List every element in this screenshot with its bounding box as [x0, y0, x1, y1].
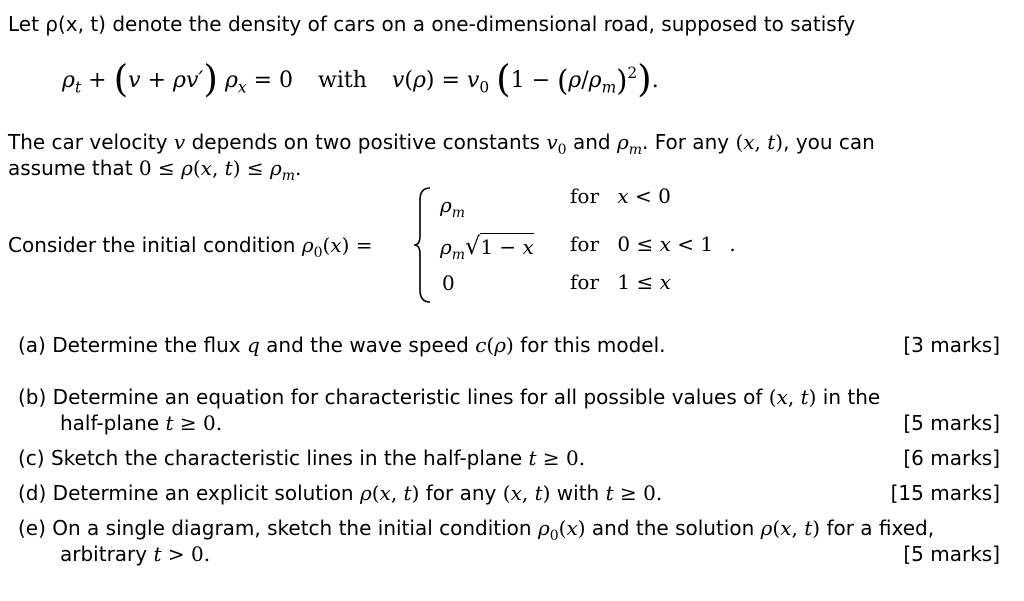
- question-c: (c) Sketch the characteristic lines in the half-plane t ≥ 0. [6 marks]: [18, 446, 1000, 470]
- marks-c: [6 marks]: [903, 446, 1000, 470]
- marks-b: [5 marks]: [903, 411, 1000, 435]
- question-e: (e) On a single diagram, sketch the initial condition $\rho_0(x)$ and the solution ρ(x, t) for a fixed,: [18, 516, 935, 544]
- marks-a: [3 marks]: [903, 333, 1000, 357]
- case3-condition: for 1 ≤ x: [570, 270, 671, 294]
- question-b-line2: half-plane t ≥ 0. [5 marks]: [60, 411, 1000, 435]
- marks-d: [15 marks]: [890, 481, 1000, 505]
- question-d: (d) Determine an explicit solution ρ(x, t) for any (x, t) with t ≥ 0. [15 marks]: [18, 481, 1000, 505]
- with-word: with: [318, 68, 367, 94]
- case3-value: 0: [442, 271, 455, 295]
- left-brace-icon: [412, 186, 434, 304]
- case1-value: $\rho_m$: [440, 193, 466, 221]
- marks-e: [5 marks]: [903, 542, 1000, 566]
- question-a: (a) Determine the flux q and the wave speed c(ρ) for this model. [3 marks]: [18, 333, 1000, 357]
- intro-text: Let ρ(x, t) denote the density of cars on a one-dimensional road, supposed to satisfy: [8, 12, 856, 36]
- initial-condition-label: Consider the initial condition $\rho_0(x)$ =: [8, 233, 373, 261]
- case1-condition: for x < 0: [570, 184, 671, 208]
- question-e-line2: arbitrary t > 0. [5 marks]: [60, 542, 1000, 566]
- case2-condition: for 0 ≤ x < 1 .: [570, 232, 736, 256]
- pde-equation: $\rho_t + (v + \rho v') \rho_x = 0$ with $v(\rho) = v_0$ $(1 - (\rho/\rho_m)^2)$.: [62, 56, 659, 101]
- velocity-paragraph-line1: The car velocity v depends on two positive constants $v_0$ and $\rho_m$. For any (x, t), you can: [8, 130, 875, 158]
- question-b: (b) Determine an equation for characteristic lines for all possible values of (x, t) in the: [18, 385, 881, 409]
- case2-value: $\rho_m√1 - x$: [440, 232, 534, 263]
- velocity-paragraph-line2: assume that 0 ≤ ρ(x, $t) \le \rho_m$.: [8, 156, 302, 184]
